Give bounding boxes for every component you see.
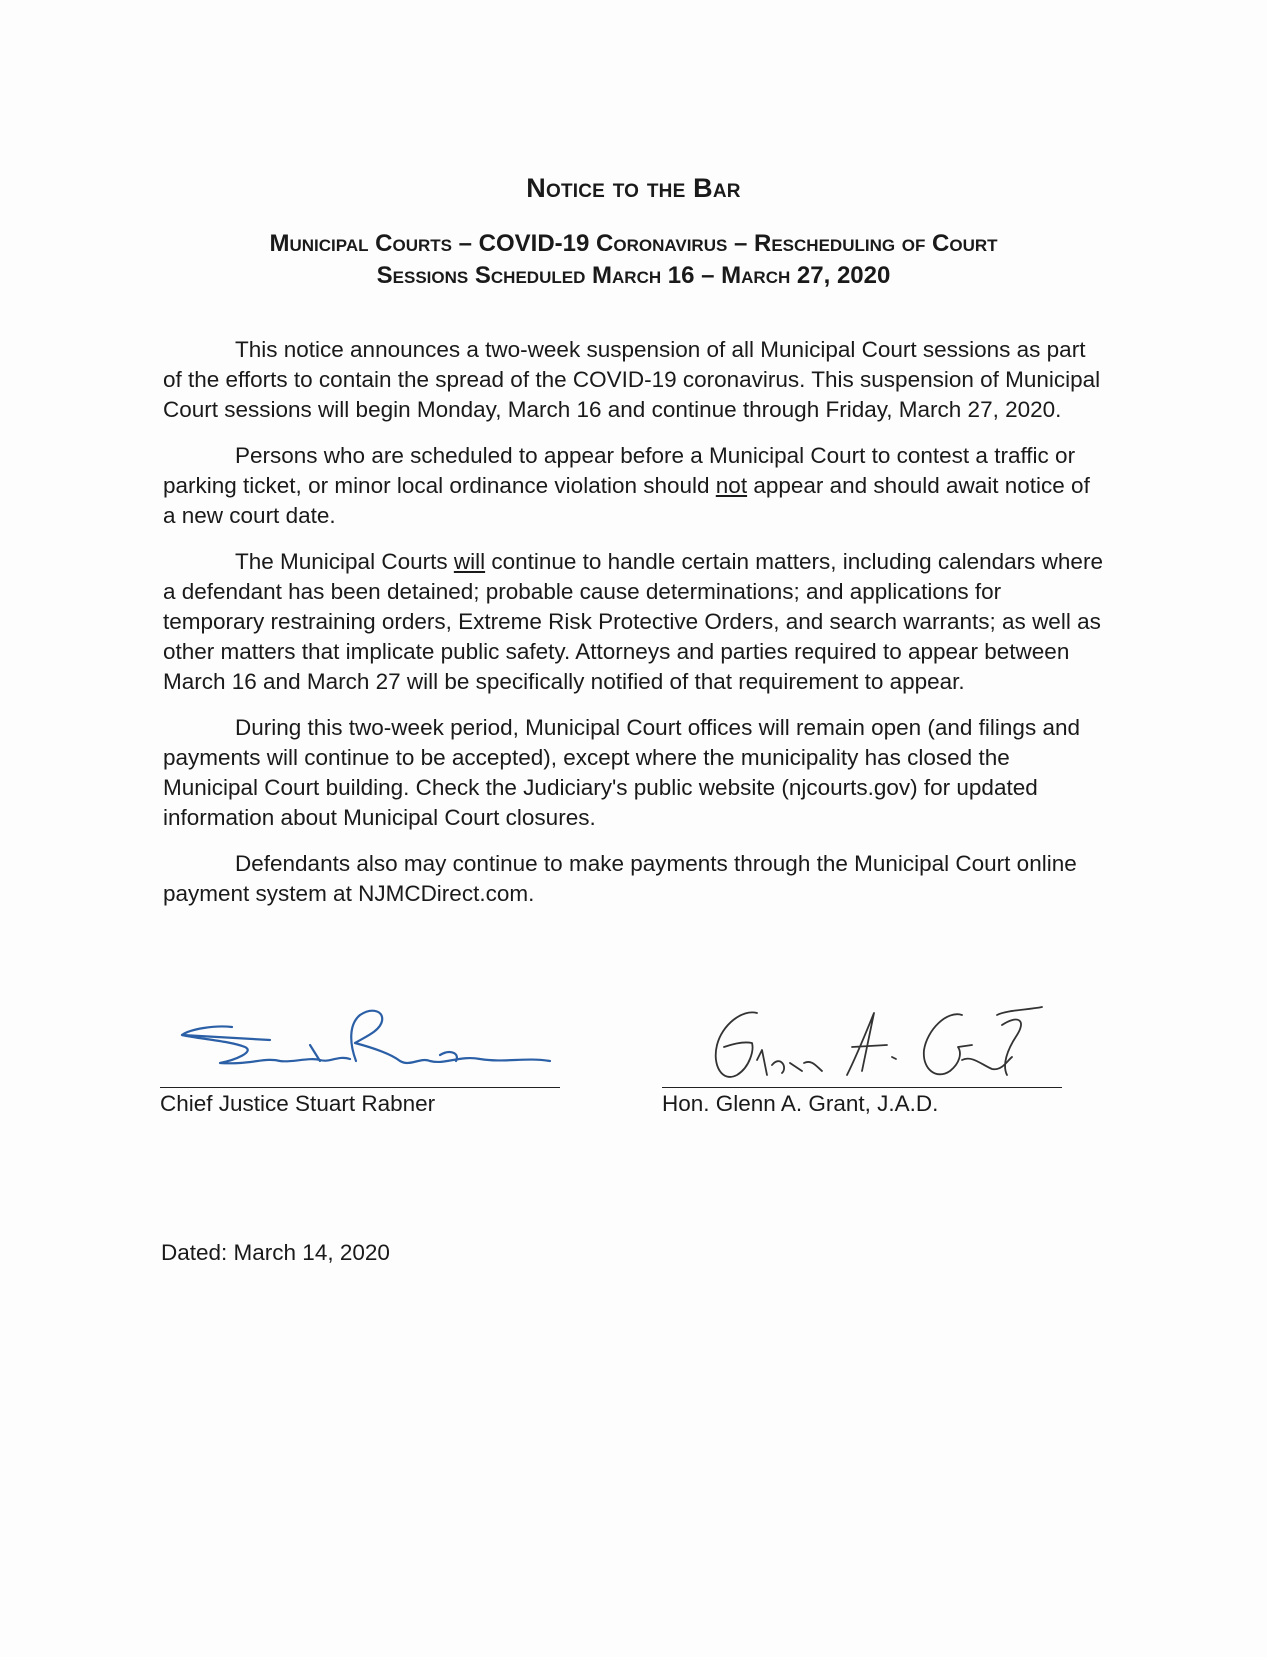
p2-emphasis-not: not — [715, 473, 748, 498]
p3-text-before: The Municipal Courts — [235, 549, 454, 574]
p2-text-before: Persons who are scheduled to appear before a Municipal Court to contest a traffic or parking ticket, or minor local ordinance violation should — [163, 443, 1076, 498]
subtitle-line-1: Municipal Courts – COVID-19 Coronavirus – Rescheduling of Court — [269, 230, 998, 257]
signature-grant-image — [662, 1005, 1082, 1090]
paragraph-persons-scheduled — [163, 441, 1103, 531]
signatory-name-grant: Hon. Glenn A. Grant, J.A.D. — [662, 1091, 939, 1116]
paragraph-suspension: This notice announces a two-week suspension of all Municipal Court sessions as part of the efforts to contain the spread of the COVID-19 coronavirus. This suspension of Municipal Court sessions will begin Monday, March 16 and continue through Friday, March 27, 2020. — [163, 337, 1101, 422]
date-line: Dated: March 14, 2020 — [161, 1240, 390, 1265]
notice-title: Notice to the Bar — [526, 173, 741, 203]
paragraph-continuing-matters — [163, 547, 1103, 697]
signature-block-grant — [662, 1005, 1062, 1125]
signature-block-rabner — [160, 1005, 560, 1125]
signature-line-right — [662, 1087, 1062, 1088]
signature-line-left — [160, 1087, 560, 1088]
p3-text-after: continue to handle certain matters, including calendars where a defendant has been detained; probable cause determinations; and applications for temporary restraining orders, Extreme Risk Protective Orders, and search warrants; as well as other matters that implicate public safety. Attorneys and parties required to appear between March 16 and March 27 will be specifically notified of that requirement to appear. — [163, 549, 1103, 694]
paragraph-online-payments: Defendants also may continue to make payments through the Municipal Court online payment system at NJMCDirect.com. — [163, 851, 1077, 906]
subtitle-line-2: Sessions Scheduled March 16 – March 27, 2020 — [376, 262, 891, 289]
notice-body — [163, 335, 1103, 925]
paragraph-offices-open: During this two-week period, Municipal Court offices will remain open (and filings and payments will continue to be accepted), except where the municipality has closed the Municipal Court building. Check the Judiciary's public website (njcourts.gov) for updated information about Municipal Court closures. — [163, 715, 1080, 830]
notice-subtitle — [150, 228, 1117, 292]
p2-text-after: appear and should await notice of a new court date. — [163, 473, 1090, 528]
signature-rabner-image — [160, 1005, 580, 1090]
p3-emphasis-will: will — [453, 549, 486, 574]
signatory-name-rabner: Chief Justice Stuart Rabner — [160, 1091, 436, 1116]
